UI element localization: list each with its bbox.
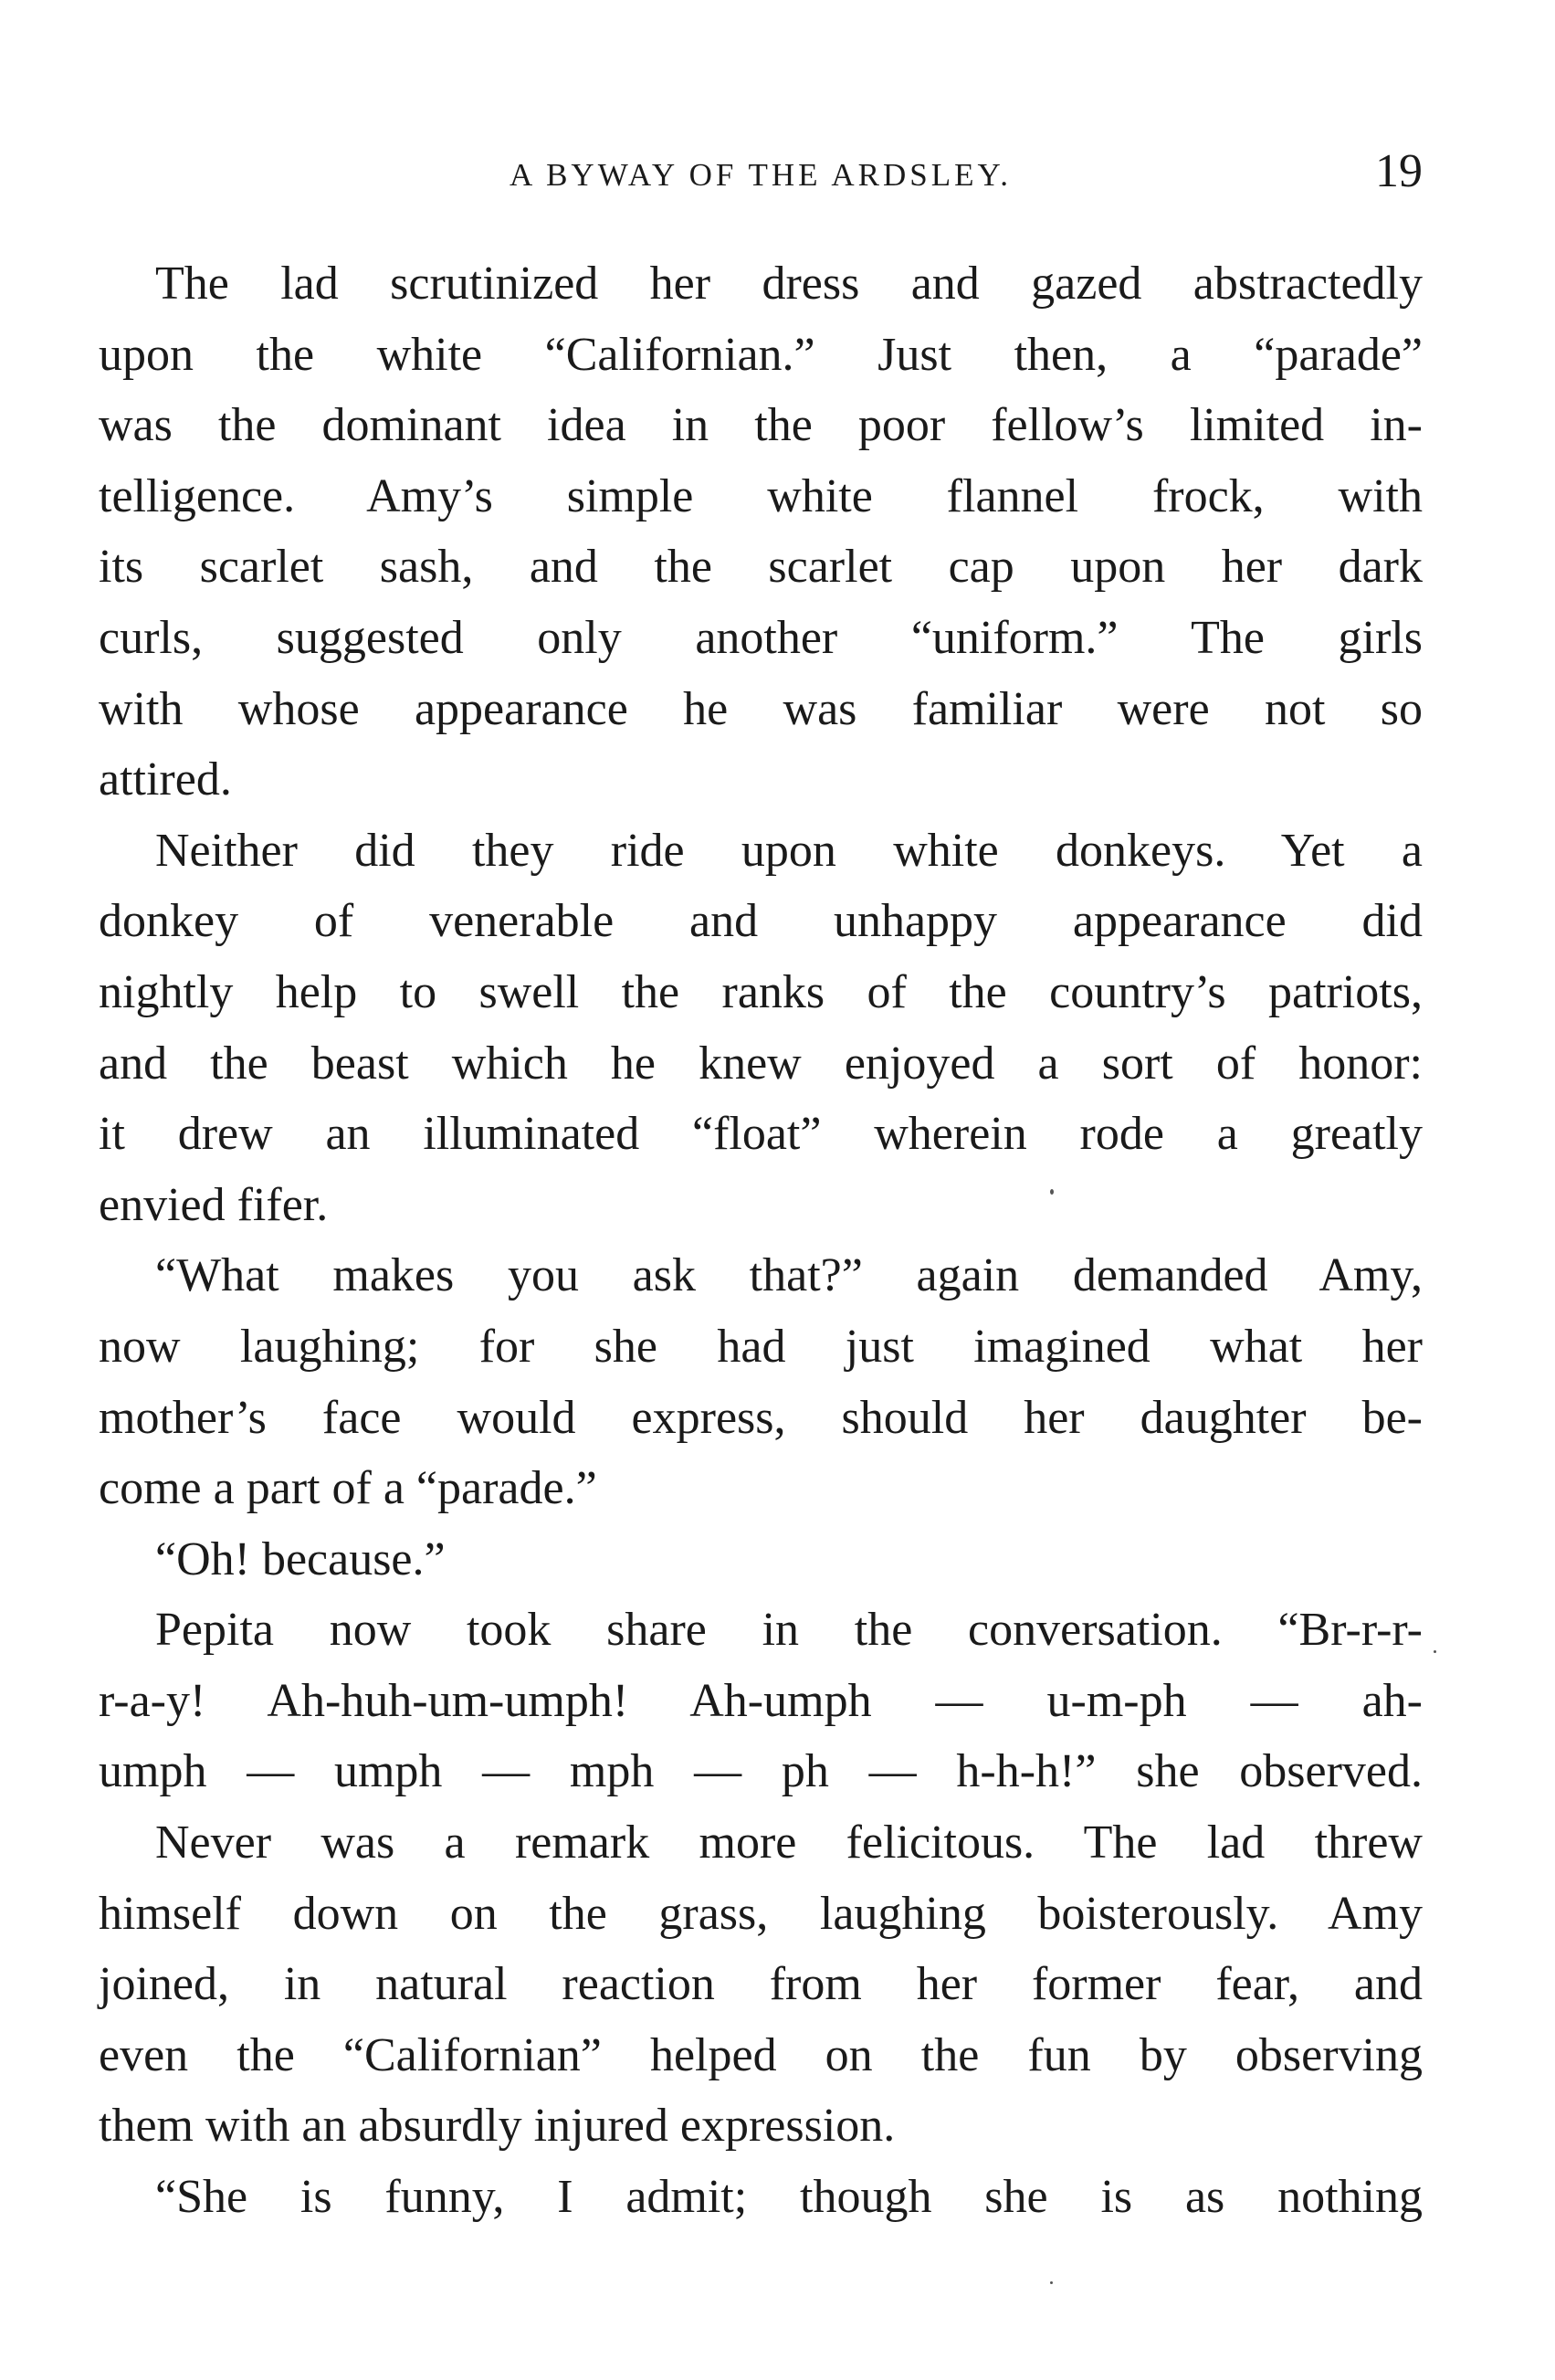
text-line: was the dominant idea in the poor fellow’s limited in-: [99, 399, 1423, 452]
text-line: The lad scrutinized her dress and gazed abstractedly: [155, 258, 1423, 310]
body-text: [99, 248, 1423, 2233]
text-line: telligence. Amy’s simple white flannel frock, with: [99, 469, 1423, 522]
text-line: nightly help to swell the ranks of the country’s patriots,: [99, 965, 1423, 1018]
text-line: umph — umph — mph — ph — h-h-h!” she observed.: [99, 1745, 1423, 1798]
text-line: Pepita now took share in the conversation. “Br-r-r-: [155, 1604, 1423, 1657]
text-line: envied fifer.: [99, 1178, 329, 1231]
text-line: even the “Californian” helped on the fun by observing: [99, 2028, 1423, 2081]
text-line: it drew an illuminated “float” wherein rode a greatly: [99, 1108, 1423, 1161]
text-line: attired.: [99, 753, 232, 806]
text-line: now laughing; for she had just imagined what her: [99, 1320, 1423, 1373]
text-line: come a part of a “parade.”: [99, 1462, 597, 1515]
ink-speck: [1434, 1650, 1436, 1653]
text-line: them with an absurdly injured expression.: [99, 2100, 896, 2153]
text-line: donkey of venerable and unhappy appearance did: [99, 895, 1423, 948]
ink-speck: [1050, 2281, 1053, 2284]
text-line: r-a-y! Ah-huh-um-umph! Ah-umph — u-m-ph — ah-: [99, 1674, 1423, 1727]
text-line: “Oh! because.”: [155, 1532, 446, 1585]
text-line: Neither did they ride upon white donkeys. Yet a: [155, 824, 1423, 877]
text-line: mother’s face would express, should her daughter be-: [99, 1391, 1423, 1444]
text-line: Never was a remark more felicitous. The lad threw: [155, 1817, 1423, 1869]
text-line: curls, suggested only another “uniform.” The girls: [99, 611, 1423, 664]
ink-speck: [1050, 1189, 1054, 1195]
page-number: 19: [1375, 145, 1423, 197]
text-line: upon the white “Californian.” Just then, a “parade”: [99, 328, 1423, 381]
text-line: joined, in natural reaction from her former fear, and: [99, 1958, 1423, 2011]
text-line: with whose appearance he was familiar were not so: [99, 682, 1423, 735]
text-line: its scarlet sash, and the scarlet cap upon her dark: [99, 541, 1423, 594]
running-head: [99, 145, 1423, 203]
text-line: “She is funny, I admit; though she is as nothing: [155, 2171, 1423, 2224]
text-line: “What makes you ask that?” again demanded Amy,: [155, 1249, 1423, 1302]
text-line: and the beast which he knew enjoyed a sort of honor:: [99, 1037, 1423, 1090]
running-title: A BYWAY OF THE ARDSLEY.: [509, 157, 1012, 193]
text-line: himself down on the grass, laughing boisterously. Amy: [99, 1887, 1423, 1940]
